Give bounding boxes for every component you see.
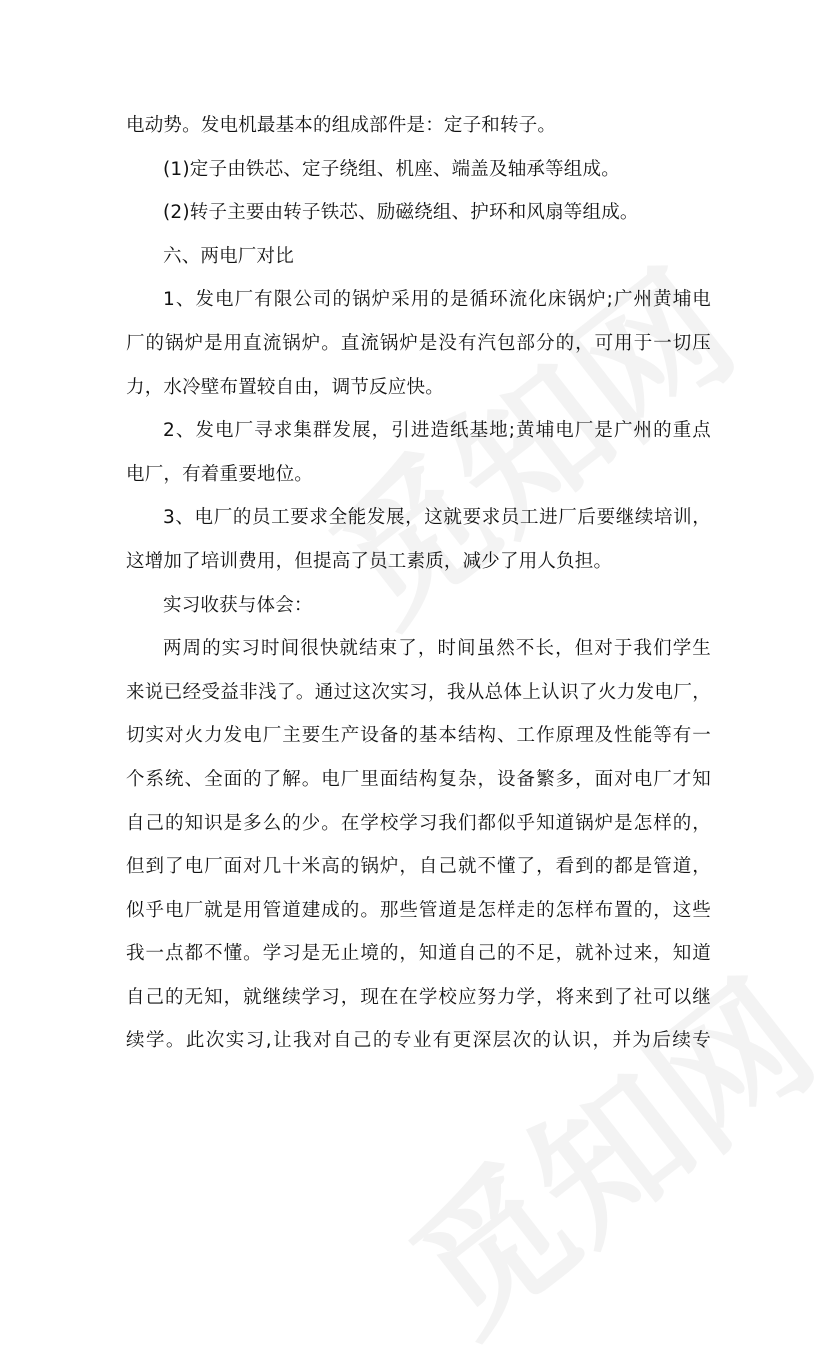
paragraph-line: 1、发电厂有限公司的锅炉采用的是循环流化床锅炉;广州黄埔电 — [163, 289, 711, 311]
paragraph-line: 续学。此次实习,让我对自己的专业有更深层次的认识，并为后续专 — [126, 1030, 711, 1052]
paragraph-line: 自己的无知，就继续学习，现在在学校应努力学，将来到了社可以继 — [126, 986, 711, 1008]
paragraph-line: 似乎电厂就是用管道建成的。那些管道是怎样走的怎样布置的，这些 — [126, 899, 711, 921]
paragraph-line: 自己的知识是多么的少。在学校学习我们都似乎知道锅炉是怎样的， — [126, 812, 711, 834]
paragraph-line: 但到了电厂面对几十米高的锅炉，自己就不懂了，看到的都是管道， — [126, 856, 711, 878]
paragraph-line: 3、电厂的员工要求全能发展，这就要求员工进厂后要继续培训， — [163, 507, 711, 529]
paragraph-line: (2)转子主要由转子铁芯、励磁绕组、护环和风扇等组成。 — [163, 202, 639, 224]
paragraph-line: 力，水冷壁布置较自由，调节反应快。 — [126, 376, 444, 398]
paragraph-line: 切实对火力发电厂主要生产设备的基本结构、工作原理及性能等有一 — [126, 725, 711, 747]
section-heading: 实习收获与体会： — [163, 594, 313, 616]
paragraph-line: 两周的实习时间很快就结束了，时间虽然不长，但对于我们学生 — [163, 638, 711, 660]
body-text — [126, 104, 711, 1063]
paragraph-line: 这增加了培训费用，但提高了员工素质，减少了用人负担。 — [126, 550, 613, 572]
paragraph-line: (1)定子由铁芯、定子绕组、机座、端盖及轴承等组成。 — [163, 158, 620, 180]
section-heading: 六、两电厂对比 — [163, 245, 294, 267]
paragraph-line: 个系统、全面的了解。电厂里面结构复杂，设备繁多，面对电厂才知 — [126, 768, 711, 790]
paragraph-line: 来说已经受益非浅了。通过这次实习，我从总体上认识了火力发电厂， — [126, 681, 711, 703]
paragraph-line: 我一点都不懂。学习是无止境的，知道自己的不足，就补过来，知道 — [126, 943, 711, 965]
paragraph-line: 电动势。发电机最基本的组成部件是：定子和转子。 — [126, 115, 557, 136]
paragraph-line: 电厂，有着重要地位。 — [126, 463, 314, 485]
paragraph-line: 厂的锅炉是用直流锅炉。直流锅炉是没有汽包部分的，可用于一切压 — [126, 332, 711, 354]
paragraph-line: 2、发电厂寻求集群发展，引进造纸基地;黄埔电厂是广州的重点 — [163, 420, 711, 442]
